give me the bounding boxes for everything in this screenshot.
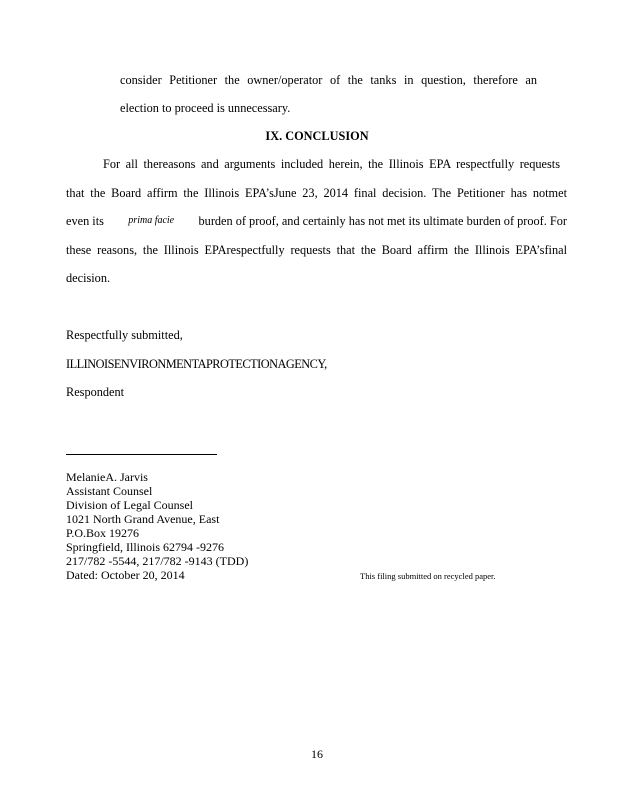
signer-phone: 217/782 -5544, 217/782 -9143 (TDD) <box>66 554 249 568</box>
paragraph-2-line-1: For all thereasons and arguments included herein, the Illinois EPA respectfully requests <box>103 157 560 171</box>
paragraph-2-line-5: decision. <box>66 271 111 285</box>
paragraph-2-line-3-end: burden of proof, and certainly has not met its ultimate burden of proof. For <box>198 214 567 228</box>
page-number: 16 <box>311 747 323 761</box>
respondent-label: Respondent <box>66 385 125 399</box>
signer-pobox: P.O.Box 19276 <box>66 526 140 540</box>
paragraph-2-line-3 <box>66 214 567 228</box>
signer-title: Assistant Counsel <box>66 484 153 498</box>
respectfully-submitted: Respectfully submitted, <box>66 328 183 342</box>
signer-address: 1021 North Grand Avenue, East <box>66 512 220 526</box>
section-heading: IX. CONCLUSION <box>265 129 369 143</box>
paragraph-2-line-3-start: even its <box>66 214 104 228</box>
agency-name: ILLINOISENVIRONMENTAPROTECTIONAGENCY, <box>66 357 327 371</box>
signature-line <box>66 454 217 455</box>
filing-date: Dated: October 20, 2014 <box>66 568 185 582</box>
paragraph-1-line-1: consider Petitioner the owner/operator of the tanks in question, therefore an <box>120 73 537 87</box>
paragraph-2-line-2: that the Board affirm the Illinois EPA’sJune 23, 2014 final decision. The Petitioner has notmet <box>66 186 567 200</box>
paragraph-2-line-4: these reasons, the Illinois EPArespectfully requests that the Board affirm the Illinois EPA’sfinal <box>66 243 567 257</box>
signer-city: Springfield, Illinois 62794 -9276 <box>66 540 224 554</box>
signer-division: Division of Legal Counsel <box>66 498 193 512</box>
recycled-paper-note: This filing submitted on recycled paper. <box>360 571 496 581</box>
paragraph-1-line-2: election to proceed is unnecessary. <box>120 101 291 115</box>
prima-facie-italic: prima facie <box>128 215 175 226</box>
signer-name: MelanieA. Jarvis <box>66 470 148 484</box>
